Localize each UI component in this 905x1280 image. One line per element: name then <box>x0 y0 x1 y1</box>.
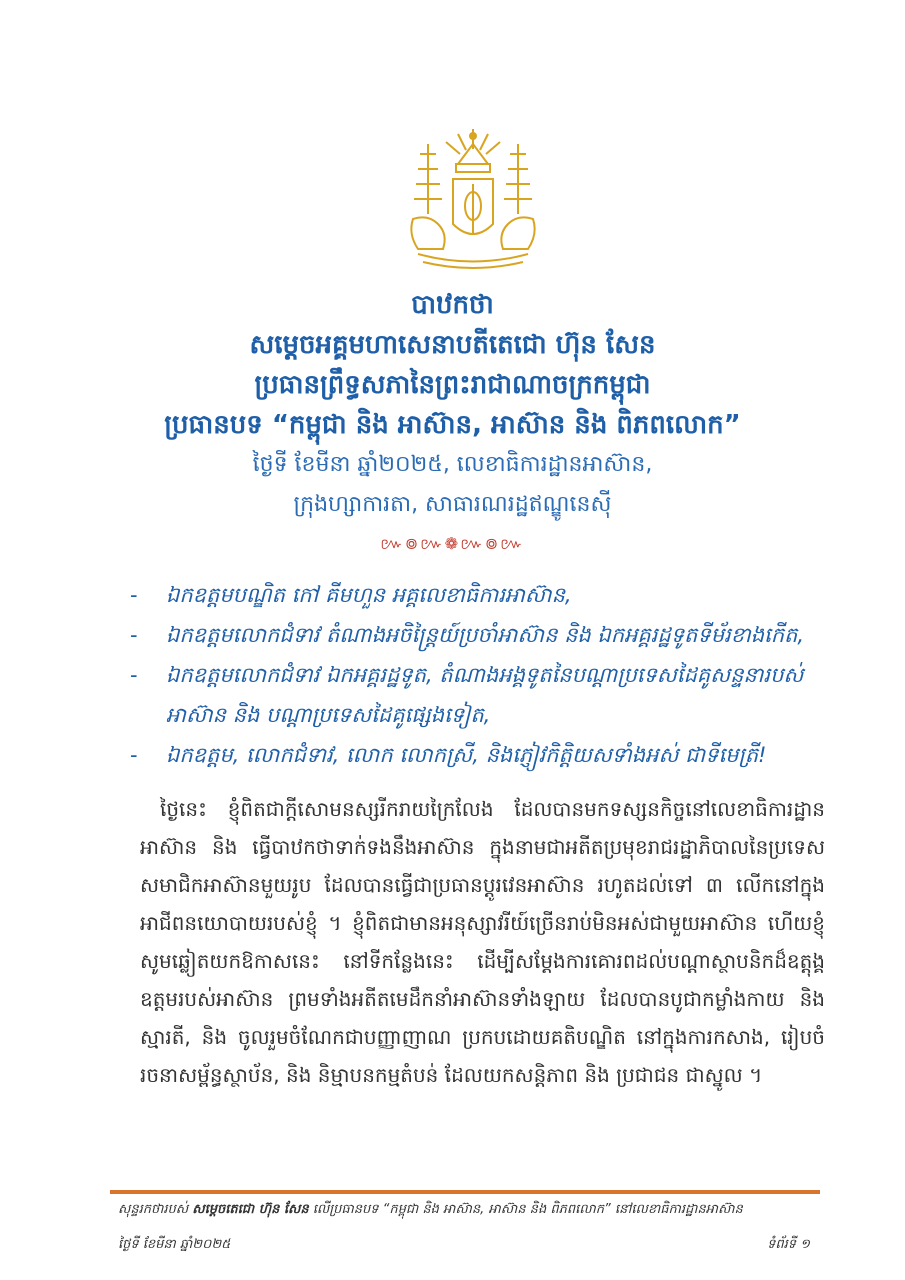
list-item <box>130 735 830 775</box>
dash-bullet-icon: - <box>130 623 138 647</box>
list-item <box>130 655 830 735</box>
footer-date: ថ្ងៃទី ខែមីនា ឆ្នាំ២០២៥ <box>118 1237 231 1252</box>
dash-bullet-icon: - <box>130 663 138 687</box>
royal-arms-emblem-icon <box>398 124 548 274</box>
salutation-text: ឯកឧត្តមបណ្ឌិត កៅ គីមហួន អគ្គលេខាធិការអាស៊ាន, <box>166 583 572 607</box>
speaker-position: ប្រធានព្រឹទ្ធសភានៃព្រះរាជាណាចក្រកម្ពុជា <box>254 370 651 400</box>
salutation-text: ឯកឧត្តមលោកជំទាវ ឯកអគ្គរដ្ឋទូត, តំណាងអង្គទូតនៃបណ្តាប្រទេសដៃគូសន្ទនារបស់អាស៊ាន និង បណ្តាប្រទេសដៃគូផ្សេងទៀត, <box>166 663 804 727</box>
body-paragraph: ថ្ងៃនេះ ខ្ញុំពិតជាក្តីសោមនស្សរីករាយក្រៃលែង ដែលបានមកទស្សនកិច្ចនៅលេខាធិការដ្ឋានអាស៊ាន និង ធ្វើបាឋកថាទាក់ទងនឹងអាស៊ាន ក្នុងនាមជាអតីតប្រមុខរាជរដ្ឋាភិបាលនៃប្រទេសសមាជិកអាស៊ានមួយរូប ដែលបានធ្វើជាប្រធានប្តូរវេនអាស៊ាន រហូតដល់ទៅ ៣ លើកនៅក្នុងអាជីពនយោបាយរបស់ខ្ញុំ ។ ខ្ញុំពិតជាមានអនុស្សាវរីយ៍ច្រើនរាប់មិនអស់ជាមួយអាស៊ាន ហើយខ្ញុំសូមឆ្លៀតយកឱកាសនេះ នៅទីកន្លែងនេះ ដើម្បីសម្តែងការគោរពដល់បណ្តាស្ថាបនិកដ៏ឧត្តុង្គឧត្តមរបស់អាស៊ាន ព្រមទាំងអតីតមេដឹកនាំអាស៊ានទាំងឡាយ ដែលបានបូជាកម្លាំងកាយ និងស្មារតី, និង ចូលរួមចំណែកជាបញ្ញាញាណ ប្រកបដោយគតិបណ្ឌិត នៅក្នុងការកសាង, រៀបចំរចនាសម្ព័ន្ធស្ថាប័ន, និង និម្មាបនកម្មតំបន់ ដែលយកសន្តិភាព និង ប្រជាជន ជាស្នូល ។ <box>140 797 825 1087</box>
footer-prefix: សុន្ទរកថារបស់ <box>118 1202 193 1217</box>
city-country: ក្រុងហ្សាការតា, សាធារណរដ្ឋឥណ្ឌូនេស៊ី <box>293 492 612 517</box>
salutation-text: ឯកឧត្តមលោកជំទាវ តំណាងអចិន្ត្រៃយ៍ប្រចាំអាស៊ាន និង ឯកអគ្គរដ្ឋទូតទីម័រខាងកើត, <box>166 623 805 647</box>
speaker-name: សម្តេចអគ្គមហាសេនាបតីតេជោ ហ៊ុន សែន <box>249 330 656 360</box>
salutation-text: ឯកឧត្តម, លោកជំទាវ, លោក លោកស្រី, និងភ្ញៀវកិត្តិយសទាំងអស់ ជាទីមេត្រី! <box>166 743 767 767</box>
footer-divider <box>110 1190 820 1194</box>
footer-caption <box>118 1200 818 1220</box>
salutation-list <box>130 575 830 775</box>
page-number: ទំព័រទី ១ <box>767 1237 810 1252</box>
ornament-divider: ៚៙៚❁៚៙៚ <box>380 534 525 553</box>
dash-bullet-icon: - <box>130 743 138 767</box>
date-place: ថ្ងៃទី ខែមីនា ឆ្នាំ២០២៥, លេខាធិការដ្ឋានអាស៊ាន, <box>252 452 653 477</box>
footer-suffix: លើប្រធានបទ “កម្ពុជា និង អាស៊ាន, អាស៊ាន និង ពិភពលោក” នៅលេខាធិការដ្ឋានអាស៊ាន <box>308 1202 743 1217</box>
document-title: បាឋកថា <box>411 290 494 320</box>
list-item <box>130 575 830 615</box>
header-block <box>60 285 845 559</box>
list-item <box>130 615 830 655</box>
footer-speaker: សម្តេចតេជោ ហ៊ុន សែន <box>192 1202 309 1217</box>
dash-bullet-icon: - <box>130 583 138 607</box>
speech-topic: ប្រធានបទ “កម្ពុជា និង អាស៊ាន, អាស៊ាន និង ពិភពលោក” <box>164 410 741 440</box>
